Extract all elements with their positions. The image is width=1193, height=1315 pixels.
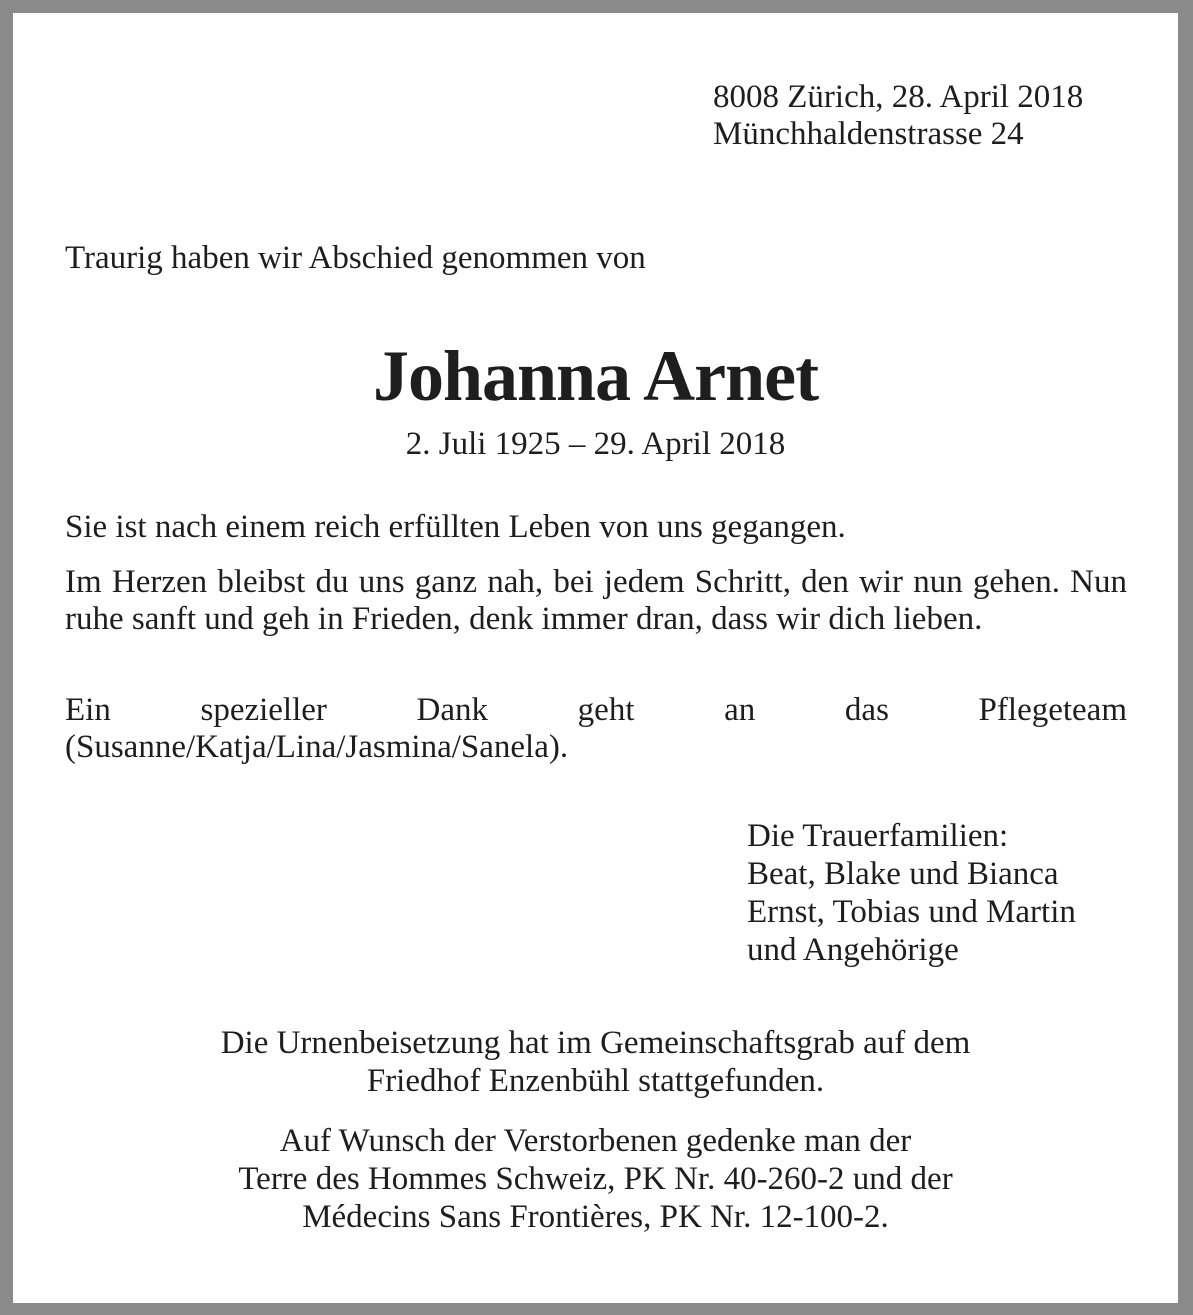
body-paragraph-2: Im Herzen bleibst du uns ganz nah, bei jedem Schritt, den wir nun gehen. Nun ruhe sanft und geh in Frieden, denk immer dran, dass wir dich lieben. (65, 564, 1127, 637)
family-heading: Die Trauerfamilien: (747, 818, 1009, 854)
family-line: Beat, Blake und Bianca (747, 856, 1059, 892)
obituary-notice (13, 13, 1178, 1303)
deceased-name: Johanna Arnet (372, 336, 819, 416)
sender-address (713, 79, 1083, 153)
body-paragraph-3: Ein spezieller Dank geht an das Pflegeteam (Susanne/Katja/Lina/Jasmina/Sanela). (65, 692, 1127, 765)
burial-line: Die Urnenbeisetzung hat im Gemeinschaftsgrab auf dem (220, 1025, 971, 1061)
family-line: Ernst, Tobias und Martin (747, 894, 1076, 930)
donation-notice (13, 1122, 1178, 1236)
donation-line: Terre des Hommes Schweiz, PK Nr. 40-260-2 und der (238, 1161, 953, 1197)
family-line: und Angehörige (747, 932, 959, 968)
mourning-families (747, 817, 1076, 969)
burial-notice (13, 1024, 1178, 1100)
body-paragraph-1: Sie ist nach einem reich erfüllten Leben von uns gegangen. (65, 509, 846, 545)
burial-line: Friedhof Enzenbühl stattgefunden. (366, 1063, 825, 1099)
donation-line: Médecins Sans Frontières, PK Nr. 12-100-2. (302, 1199, 889, 1235)
life-dates: 2. Juli 1925 – 29. April 2018 (405, 426, 786, 462)
donation-line: Auf Wunsch der Verstorbenen gedenke man der (279, 1123, 912, 1159)
place-date: 8008 Zürich, 28. April 2018 (713, 79, 1084, 115)
street-address: Münchhaldenstrasse 24 (713, 116, 1024, 152)
intro-text: Traurig haben wir Abschied genommen von (65, 240, 646, 276)
